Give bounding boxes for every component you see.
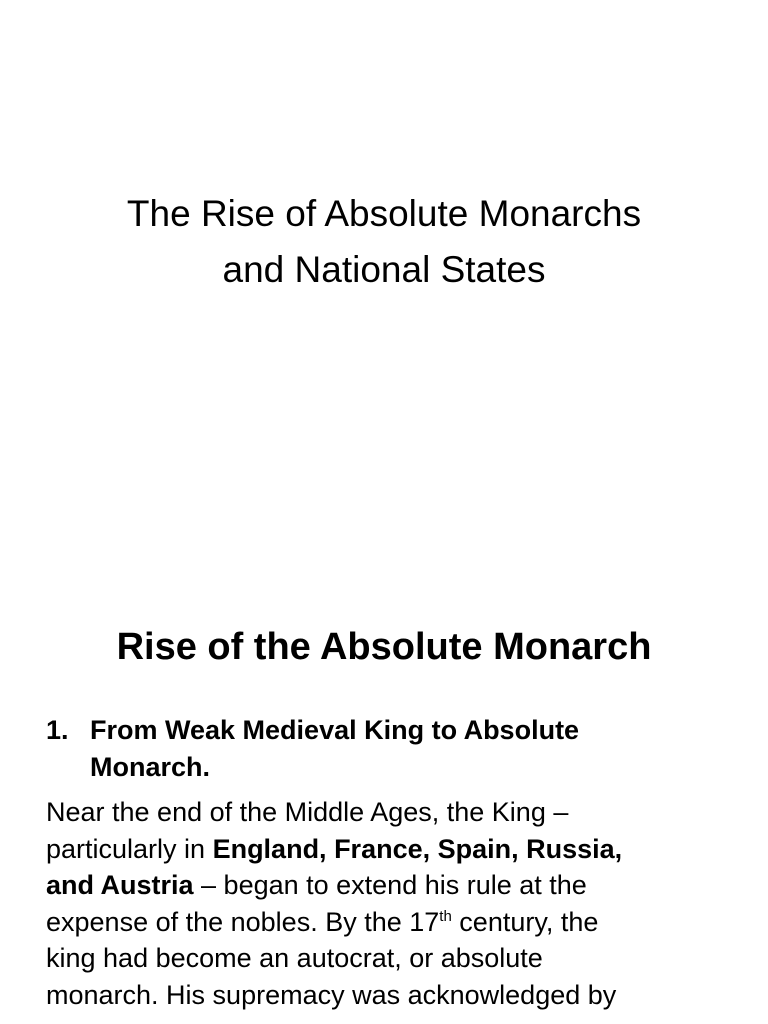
list-item-line-1: From Weak Medieval King to Absolute — [90, 715, 580, 745]
content-slide — [0, 576, 768, 1024]
para-text-3: – began to extend his rule at the — [193, 870, 587, 900]
para-text-7: monarch. His supremacy was acknowledged by — [46, 979, 617, 1010]
para-superscript: th — [439, 907, 452, 925]
numbered-list-item — [46, 712, 708, 786]
para-text-6: king had become an autocrat, or absolute — [46, 943, 543, 973]
para-text-2: particularly in — [46, 833, 213, 864]
slide-heading: Rise of the Absolute Monarch — [116, 626, 652, 668]
para-bold-countries: England, France, Spain, Russia, — [212, 833, 623, 864]
title-line-2: and National States — [222, 249, 546, 290]
para-text-1: Near the end of the Middle Ages, the King – — [46, 797, 569, 827]
list-item-heading — [90, 712, 708, 786]
title-line-1: The Rise of Absolute Monarchs — [126, 193, 642, 234]
presentation-title — [40, 186, 728, 298]
list-number: 1. — [46, 715, 69, 745]
para-text-5: century, the — [451, 906, 599, 937]
body-paragraph — [46, 794, 720, 1013]
para-text-4: expense of the nobles. By the 17 — [46, 906, 440, 937]
list-item-line-2: Monarch. — [90, 752, 211, 782]
para-bold-austria: and Austria — [46, 870, 194, 900]
